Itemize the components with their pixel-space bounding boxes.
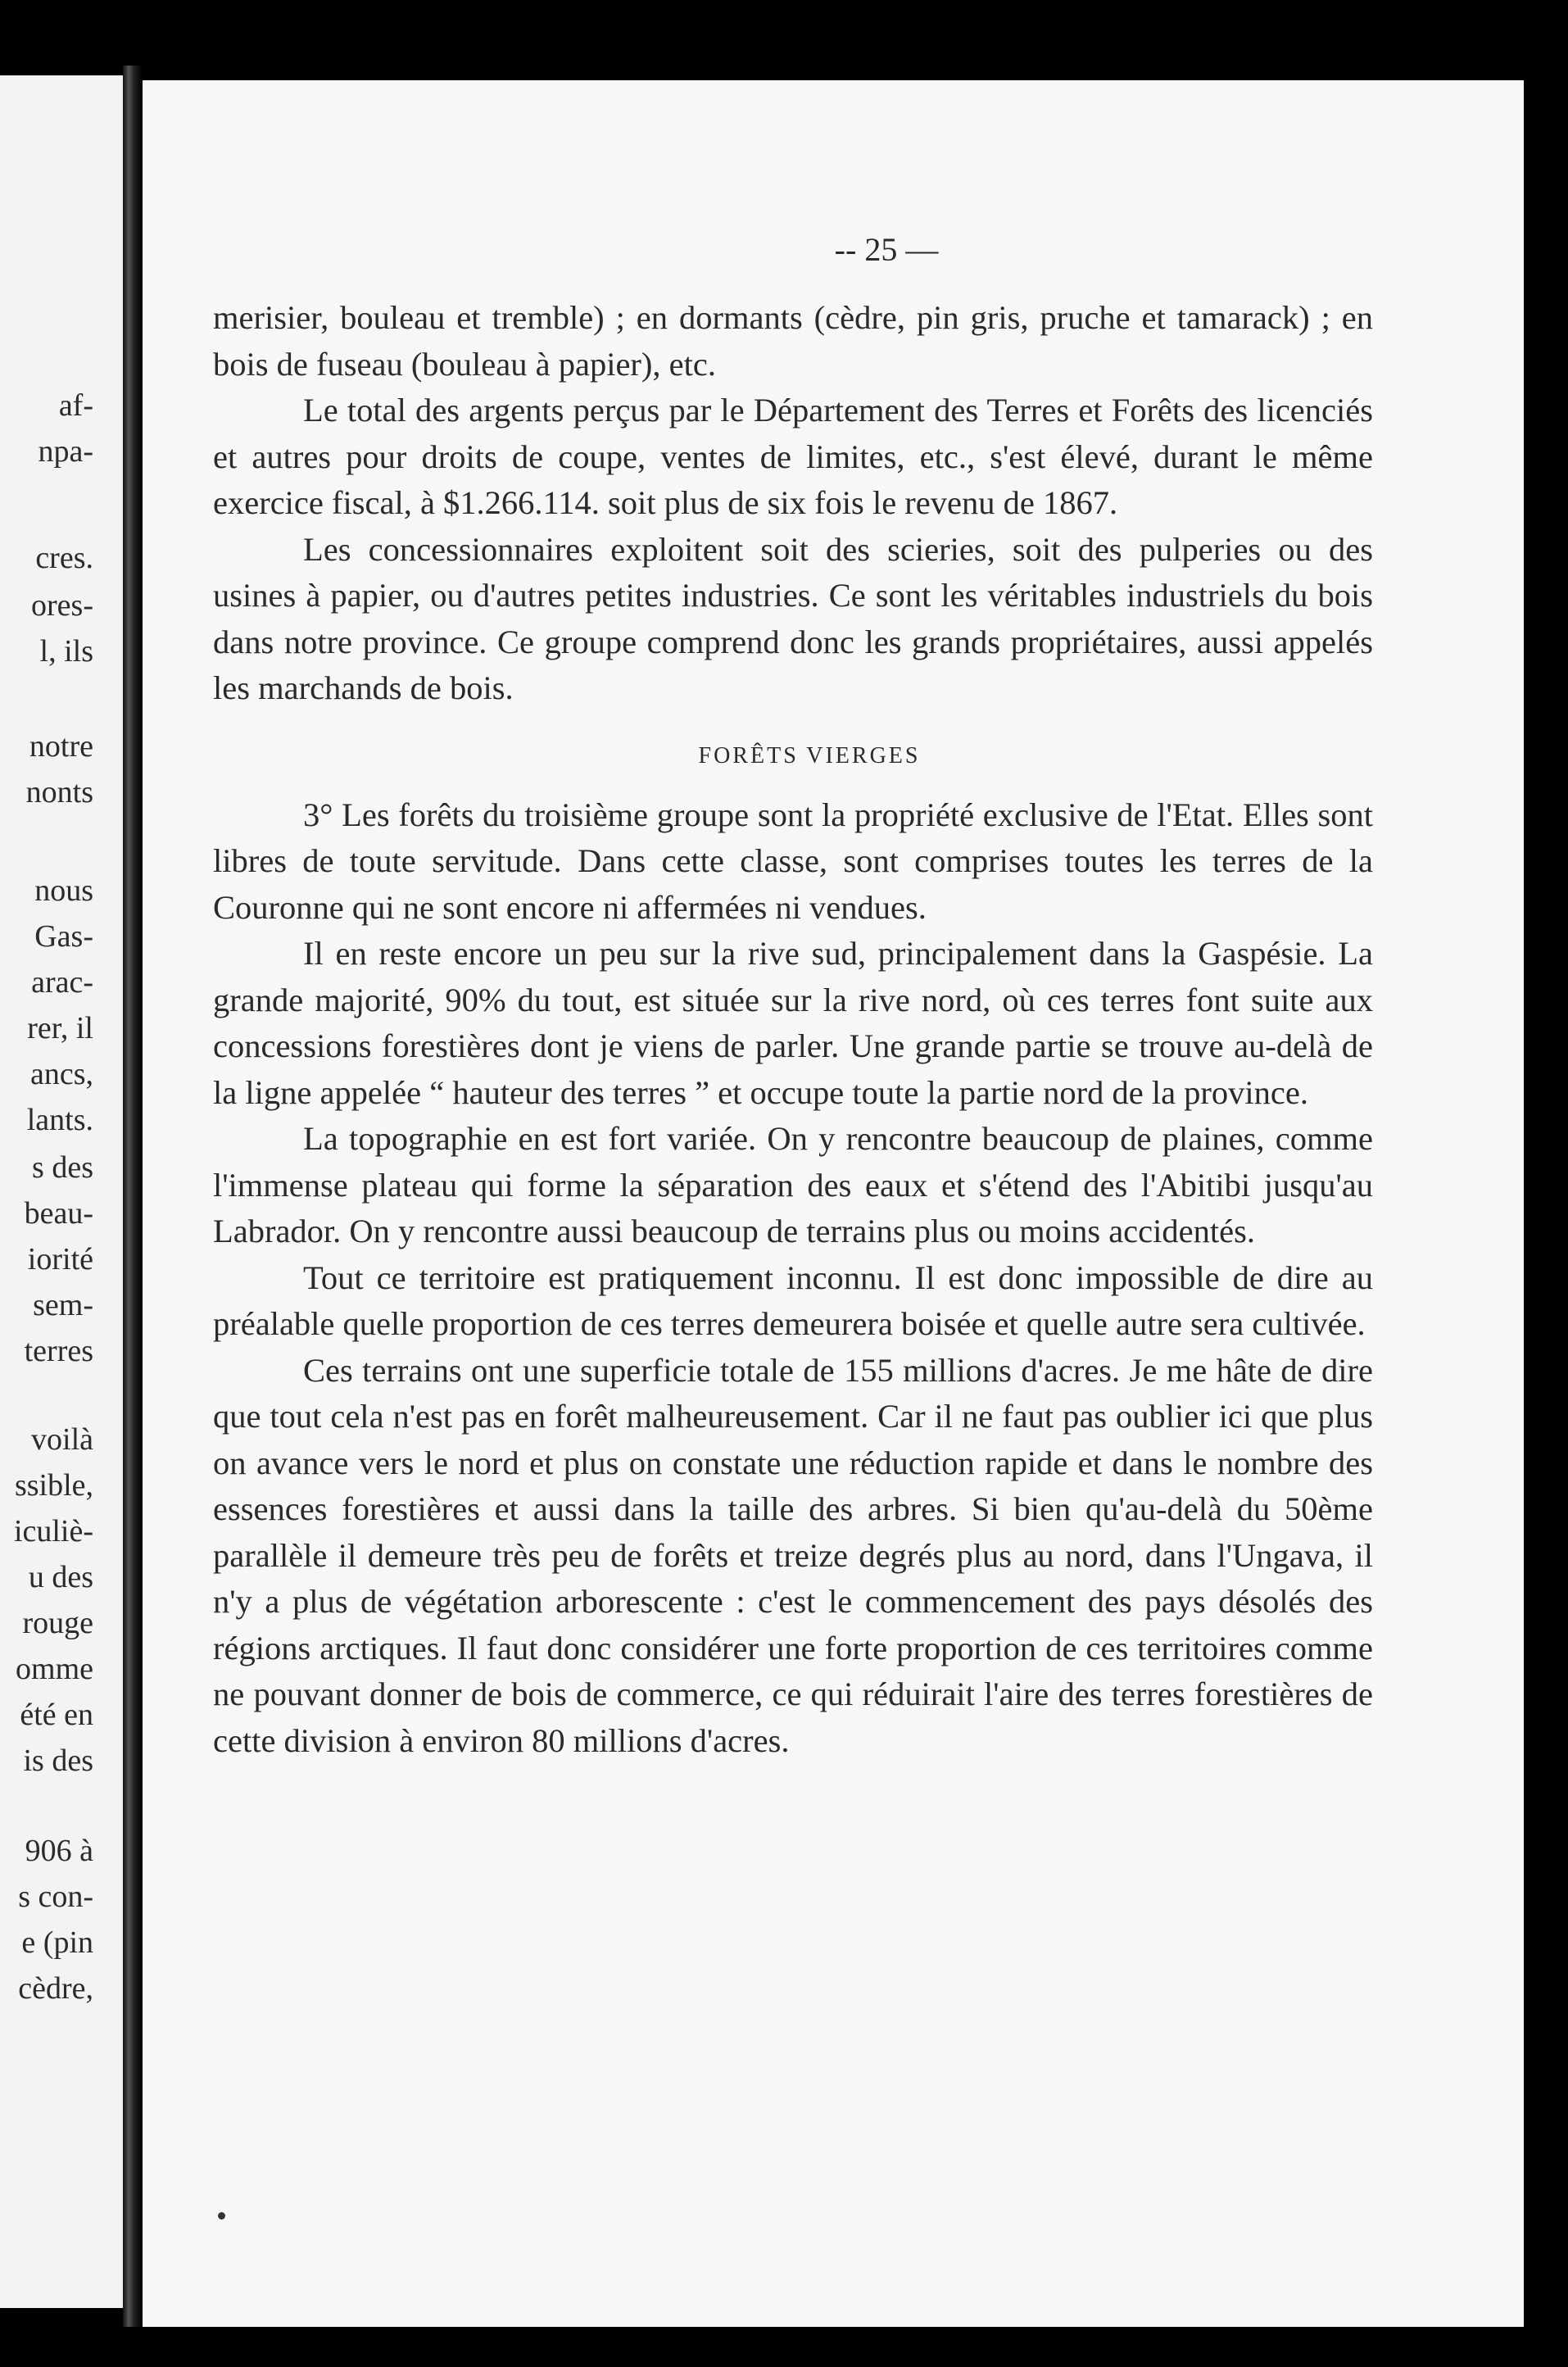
left-page-line: Gas- <box>34 919 93 954</box>
left-page-line: iculiè- <box>13 1514 93 1549</box>
left-page-line: arac- <box>31 965 93 1000</box>
paragraph: Il en reste encore un peu sur la rive sud, principalement dans la Gaspésie. La grande majorité, 90% du tout, est située sur la rive nord, où ces terres font suite aux concessions forestières dont je viens de parler. Une grande partie se trouve au-delà de la ligne appelée “ hauteur des terres ” et occupe toute la partie nord de la province. <box>213 935 1373 1111</box>
left-page-line: lants. <box>26 1103 93 1137</box>
left-page-line: ancs, <box>29 1057 93 1091</box>
left-page-line: l, ils <box>39 634 93 669</box>
left-page-line: nous <box>34 873 93 908</box>
paragraph: Le total des argents perçus par le Département des Terres et Forêts des licenciés et autres pour droits de coupe, ventes de limites, etc., s'est élevé, durant le même exercice fiscal, à $1.266.114. soit plus de six fois le revenu de 1867. <box>213 392 1373 521</box>
left-page-line: rer, il <box>27 1011 93 1045</box>
left-page-line: notre <box>29 729 93 764</box>
book-gutter <box>123 66 143 2327</box>
left-page-line: s des <box>32 1150 93 1185</box>
left-page-line: été en <box>20 1698 93 1732</box>
book-page <box>143 80 1524 2327</box>
paragraph: La topographie en est fort variée. On y rencontre beaucoup de plaines, comme l'immense plateau qui forme la séparation des eaux et s'étend des l'Abitibi jusqu'au Labrador. On y rencontre aussi beaucoup de terrains plus ou moins accidentés. <box>213 1120 1373 1249</box>
left-page-line: af- <box>58 388 93 423</box>
left-page-line: 906 à <box>25 1834 93 1868</box>
left-page-line: nonts <box>25 775 93 809</box>
paragraph: 3° Les forêts du troisième groupe sont la propriété exclusive de l'Etat. Elles sont libres de toute servitude. Dans cette classe, sont comprises toutes les terres de la Couronne qui ne sont encore ni affermées ni vendues. <box>213 796 1373 926</box>
left-page-line: terres <box>24 1334 93 1368</box>
left-page-line: sem- <box>33 1288 93 1322</box>
left-page-line: iorité <box>27 1242 93 1276</box>
page-number: -- 25 — <box>834 231 939 268</box>
left-page-line: is des <box>23 1744 93 1778</box>
section-heading: FORÊTS VIERGES <box>698 742 921 769</box>
left-page-fragment <box>0 75 123 2308</box>
left-page-line: u des <box>28 1560 93 1594</box>
paragraph: Les concessionnaires exploitent soit des scieries, soit des pulperies ou des usines à papier, ou d'autres petites industries. Ce sont les véritables industriels du bois dans notre province. Ce groupe comprend donc les grands propriétaires, aussi appelés les marchands de bois. <box>213 530 1373 706</box>
left-page-line: npa- <box>38 434 93 469</box>
page-body <box>213 295 1373 1764</box>
left-page-line: e (pin <box>21 1925 93 1960</box>
left-page-line: cèdre, <box>18 1971 93 2006</box>
left-page-line: s con- <box>18 1880 93 1914</box>
left-page-line: ssible, <box>14 1468 93 1503</box>
paragraph: Tout ce territoire est pratiquement inconnu. Il est donc impossible de dire au préalable quelle proportion de ces terres demeurera boisée et quelle autre sera cultivée. <box>213 1258 1373 1342</box>
left-page-line: rouge <box>22 1606 93 1640</box>
left-page-line: omme <box>16 1652 93 1686</box>
left-page-line: cres. <box>35 541 93 575</box>
paragraph: merisier, bouleau et tremble) ; en dormants (cèdre, pin gris, pruche et tamarack) ; en bois de fuseau (bouleau à papier), etc. <box>213 299 1373 383</box>
left-page-line: voilà <box>31 1422 93 1457</box>
left-page-line: ores- <box>31 588 93 623</box>
left-page-line: beau- <box>24 1196 93 1231</box>
paragraph: Ces terrains ont une superficie totale de 155 millions d'acres. Je me hâte de dire que tout cela n'est pas en forêt malheureusement. Car il ne faut pas oublier ici que plus on avance vers le nord et plus on constate une réduction rapide et dans le nombre des essences forestières et aussi dans la taille des arbres. Si bien qu'au-delà du 50ème parallèle il demeure très peu de forêts et treize degrés plus au nord, dans l'Ungava, il n'y a plus de végétation arborescente : c'est le commencement des pays désolés des régions arctiques. Il faut donc considérer une forte proportion de ces territoires comme ne pouvant donner de bois de commerce, ce qui réduirait l'aire des terres forestières de cette division à environ 80 millions d'acres. <box>213 1351 1373 1759</box>
ink-dot <box>218 2212 225 2220</box>
